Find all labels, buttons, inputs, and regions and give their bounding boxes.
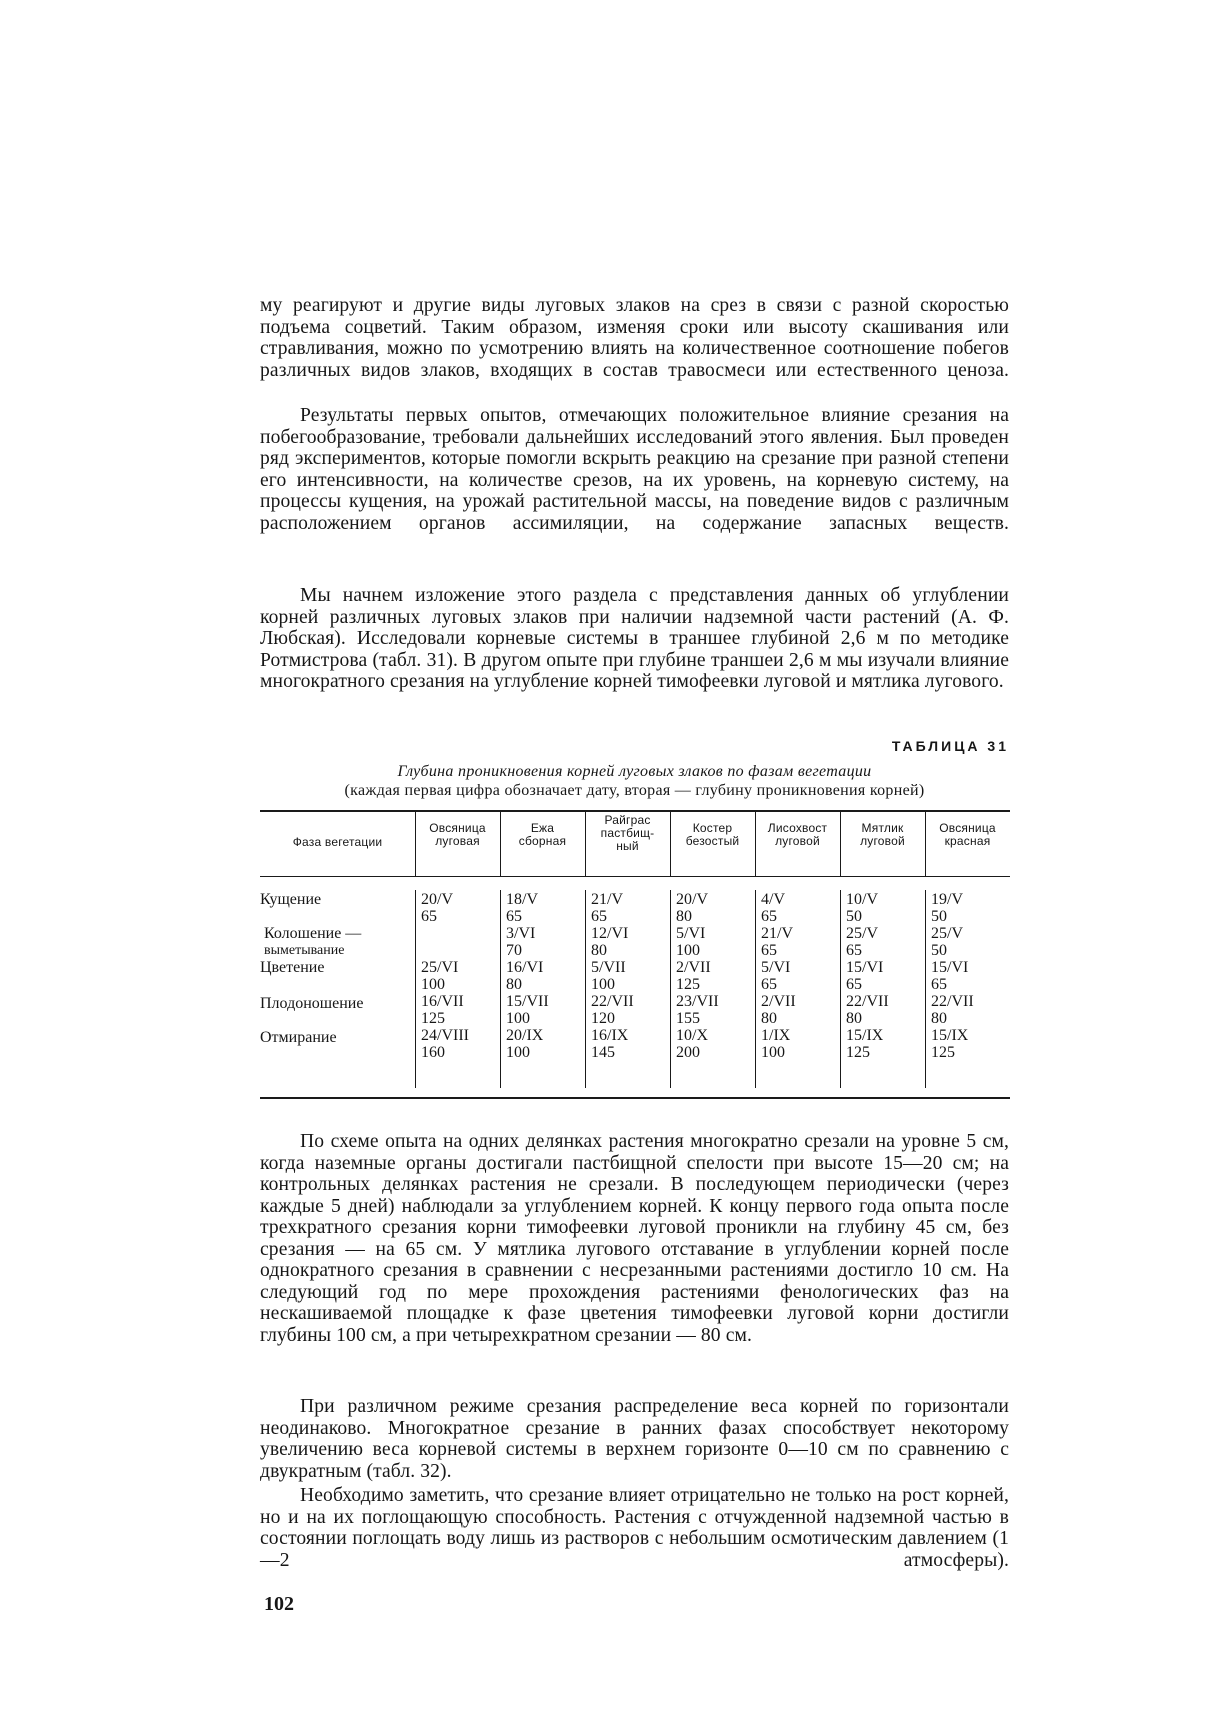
paragraph-3: Мы начнем изложение этого раздела с представления данных об углублении корней различных луговых злаков при наличии надземной части растений (А. Ф. Любская). Исследовали корневые системы в траншее глубиной 2,6 м по методике Ротмистрова (табл. 31). В другом опыте при глубине траншеи 2,6 м мы изучали влияние многократного срезания на углубление корней тимофеевки луговой и мятлика лугового. xyxy=(260,585,1009,692)
table-subtitle: (каждая первая цифра обозначает дату, вторая — глубину проникновения корней) xyxy=(344,782,925,799)
table-top-rule xyxy=(260,810,1010,812)
header-brome: Костер безостый xyxy=(685,821,740,848)
header-ryegrass: Райграс пастбищ- ный xyxy=(600,813,655,853)
paragraph-1: му реагируют и другие виды луговых злаков на срез в связи с разной скоростью подъема соцветий. Таким образом, изменяя сроки или высоту скашивания или стравливания, можно по усмотрению влиять на количественное соотношение побегов различных видов злаков, входящих в состав травосмеси или естественного ценоза. xyxy=(260,295,1009,381)
header-bluegrass: Мятлик луговой xyxy=(860,821,905,848)
phase-fruiting: Плодоношение xyxy=(260,995,364,1012)
header-fescue-meadow: Овсяница луговая xyxy=(429,821,486,848)
page-number: 102 xyxy=(264,1593,294,1615)
header-cocksfoot: Ежа сборная xyxy=(518,821,567,848)
table-header-rule xyxy=(260,876,1010,877)
phase-tillering: Кущение xyxy=(260,891,322,908)
header-foxtail: Лисохвост луговой xyxy=(767,821,828,848)
table-title: Глубина проникновения корней луговых злаков по фазам вегетации xyxy=(397,763,872,780)
paragraph-2: Результаты первых опытов, отмечающих положительное влияние срезания на побегообразование, требовали дальнейших исследований этого явления. Был проведен ряд экспериментов, которые помогли вскрыть реакцию на срезание при разной степени его интенсивности, на количестве срезов, на их уровень, на корневую систему, на процессы кущения, на урожай растительной массы, на поведение видов с различным расположением органов ассимиляции, на содержание запасных веществ. xyxy=(260,405,1009,534)
cell-column-2: 18/V 65 3/VI 70 16/VI 80 15/VII 100 20/IX 100 xyxy=(506,891,549,1061)
phase-dying: Отмирание xyxy=(260,1029,337,1046)
cell-column-3: 21/V 65 12/VI 80 5/VII 100 22/VII 120 16/IX 145 xyxy=(591,891,634,1061)
cell-column-4: 20/V 80 5/VI 100 2/VII 125 23/VII 155 10/X 200 xyxy=(676,891,719,1061)
paragraph-6: Необходимо заметить, что срезание влияет отрицательно не только на рост корней, но и на их поглощающую способность. Растения с отчужденной надземной частью в состоянии поглощать воду лишь из растворов с небольшим осмотическим давлением (1—2 атмосферы). xyxy=(260,1485,1009,1571)
phase-heading: Колошение — xyxy=(264,925,362,942)
cell-column-7: 19/V 50 25/V 50 15/VI 65 22/VII 80 15/IX 125 xyxy=(931,891,974,1061)
phase-flowering: Цветение xyxy=(260,959,325,976)
paragraph-5: При различном режиме срезания распределение веса корней по горизонтали неодинаково. Многократное срезание в ранних фазах способствует некоторому увеличению веса корневой системы в верхнем горизонте 0—10 см по сравнению с двукратным (табл. 32). xyxy=(260,1396,1009,1482)
cell-column-5: 4/V 65 21/V 65 5/VI 65 2/VII 80 1/IX 100 xyxy=(761,891,796,1061)
table-label: ТАБЛИЦА 31 xyxy=(891,738,1009,754)
data-table xyxy=(260,810,1010,1100)
phase-panicle: выметывание xyxy=(264,943,345,958)
cell-column-1: 20/V 65 25/VI 100 16/VII 125 24/VIII 160 xyxy=(421,891,469,1061)
header-phase: Фаза вегетации xyxy=(292,835,383,849)
header-fescue-red: Овсяница красная xyxy=(939,821,996,848)
paragraph-4: По схеме опыта на одних делянках растения многократно срезали на уровне 5 см, когда наземные органы достигали пастбищной спелости при высоте 15—20 см; на контрольных делянках растения не срезали. В последующем периодически (через каждые 5 дней) наблюдали за углублением корней. К концу первого года опыта после трехкратного срезания корни тимофеевки луговой проникли на глубину 45 см, без срезания — на 65 см. У мятлика лугового отставание в углублении корней после однократного срезания в сравнении с несрезанными растениями достигло 10 см. На следующий год по мере прохождения растениями фенологических фаз на нескашиваемой площадке к фазе цветения тимофеевки луговой корни достигли глубины 100 см, а при четырехкратном срезании — 80 см. xyxy=(260,1131,1009,1346)
cell-column-6: 10/V 50 25/V 65 15/VI 65 22/VII 80 15/IX 125 xyxy=(846,891,889,1061)
table-bottom-rule xyxy=(260,1097,1010,1099)
